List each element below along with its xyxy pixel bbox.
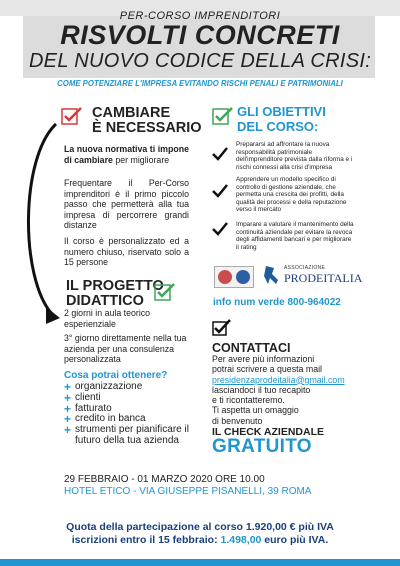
black-check-icon (212, 319, 232, 337)
contact-email-link[interactable]: presidenzaprodeitalia@gmail.com (212, 374, 345, 385)
gift-label: IL CHECK AZIENDALE (212, 426, 325, 438)
list-item-label: credito in banca (75, 413, 146, 425)
intro-paragraph (64, 144, 189, 165)
heading-line: DEL CORSO: (237, 119, 319, 134)
progetto-consulting-text: 3° giorno direttamente nella tua azienda per una consulenza personalizzata (64, 333, 187, 364)
association-name: PRODEITALIA (284, 271, 363, 285)
heading-line: IL PROGETTO (66, 278, 164, 294)
objectives-heading (237, 104, 326, 134)
event-dates: 29 FEBBRAIO - 01 MARZO 2020 ORE 10.00 (64, 474, 265, 485)
partner-logo-blue-icon (236, 270, 250, 284)
contacts-line: di benvenuto (212, 415, 263, 426)
contacts-heading: CONTATTACI (212, 341, 291, 355)
section-heading-progetto (66, 279, 164, 309)
plus-icon: + (64, 412, 72, 427)
green-check-icon (154, 282, 176, 302)
contacts-line: lasciandoci il tuo recapito (212, 384, 311, 395)
benefits-list (64, 382, 210, 447)
list-item (64, 425, 210, 447)
contacts-line: Ti aspetta un omaggio (212, 405, 299, 416)
plus-icon: + (64, 423, 72, 438)
price-line2 (0, 534, 400, 546)
heading-line: È NECESSARIO (92, 120, 202, 136)
benefits-heading: Cosa potrai ottenere? (64, 370, 168, 381)
frequentare-paragraph: Frequentare il Per-Corso imprenditori è il primo piccolo passo che permetterà alla tua impresa di percorrere grandi distanze (64, 178, 189, 230)
red-check-icon (61, 106, 83, 126)
objective-text: Apprendere un modello specifico di controllo di gestione aziendale, che permetta una crescita dei profitti, della qualità dei processi e della reputazione verso il mercato (236, 176, 347, 214)
header-title-line1: RISVOLTI CONCRETI (60, 20, 340, 50)
section-heading-cambiare (92, 106, 202, 136)
flyer-header (13, 10, 387, 96)
price-line2-pre: iscrizioni entro il 15 febbraio: (71, 534, 221, 546)
contacts-line: potrai scrivere a questa mail (212, 364, 323, 375)
progetto-days-text: 2 giorni in aula teorico esperienziale (64, 308, 151, 329)
heading-line: GLI OBIETTIVI (237, 104, 326, 119)
contacts-line: Per avere più informazioni (212, 354, 315, 364)
prodeitalia-map-icon (260, 264, 282, 288)
header-tagline: COME POTENZIARE L'IMPRESA EVITANDO RISCHI PENALI E PATRIMONIALI (57, 79, 343, 88)
pricing-footer (0, 520, 400, 566)
checkmark-icon (212, 184, 228, 198)
heading-line: DIDATTICO (66, 293, 144, 309)
list-item-label: clienti (75, 391, 101, 403)
checkmark-icon (212, 147, 228, 161)
price-line2-post: euro più IVA. (261, 534, 329, 546)
partner-logos (214, 266, 254, 288)
contacts-line: e ti ricontatteremo. (212, 395, 285, 406)
objective-text: Imparare a valutare il mantenimento della continuità aziendale per evitare la revoca degli affidamenti bancari e per migliorare il rating (236, 221, 354, 251)
plus-icon: + (64, 380, 72, 394)
green-check-icon (212, 106, 234, 126)
contacts-body (212, 354, 362, 426)
heading-line: CAMBIARE (92, 105, 171, 121)
gift-value: GRATUITO (212, 436, 312, 457)
intro-rest-text: per migliorare (115, 154, 170, 165)
list-item (64, 390, 210, 405)
intro-bold-text: La nuova normativa ti impone di cambiare (64, 144, 189, 165)
phone-number: info num verde 800-964022 (213, 297, 341, 308)
early-bird-price: 1.498,00 (220, 534, 262, 546)
list-item-label: organizzazione (75, 381, 143, 392)
header-kicker: PER-CORSO IMPRENDITORI (119, 10, 281, 22)
list-item-label: fatturato (75, 402, 112, 414)
list-item-label: strumenti per pianificare il futuro della tua azienda (75, 424, 189, 446)
plus-icon: + (64, 401, 72, 416)
objective-text: Prepararsi ad affrontare la nuova responsabilità patrimoniale dell'imprenditore prevista dalla riforma e i rischi connessi alla crisi d'impresa (236, 141, 353, 171)
header-title-line2: DEL NUOVO CODICE DELLA CRISI: (28, 50, 372, 72)
flow-arrow-icon (26, 118, 62, 324)
bottom-decor-stripe (0, 559, 400, 566)
event-location: HOTEL ETICO - VIA GIUSEPPE PISANELLI, 39 ROMA (64, 486, 312, 497)
corso-paragraph: Il corso è personalizzato ed a numero chiuso, riservato solo a 15 persone (64, 236, 189, 267)
checkmark-icon (212, 222, 228, 236)
partner-logo-red-icon (218, 270, 232, 284)
plus-icon: + (64, 390, 72, 405)
price-line1: Quota della partecipazione al corso 1.920,00 € più IVA (66, 521, 334, 533)
association-small-label: ASSOCIAZIONE (284, 265, 326, 271)
